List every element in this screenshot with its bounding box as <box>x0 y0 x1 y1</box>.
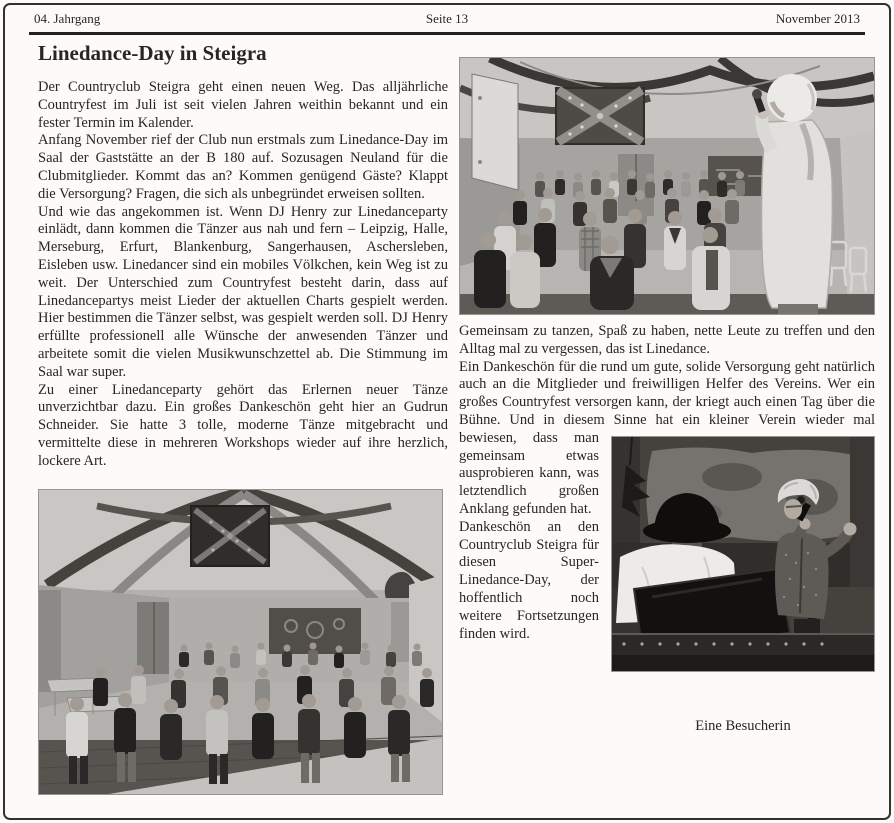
paragraph: Der Countryclub Steigra geht einen neuen Weg. Das alljährliche Countryfest im Juli ist seit vielen Jahren weithin bekannt und ein fester Termin im Kalender. <box>38 79 448 131</box>
photo-dance-hall <box>38 489 448 795</box>
crowd-with-singer-photo <box>459 57 875 315</box>
paragraph: Und wie das angekommen ist. Wenn DJ Henry zur Linedanceparty einlädt, dann kommen die Tänzer aus nah und fern – Leipzig, Halle, Merseburg, Erfurt, Blankenburg, Sangerhausen, Aschersleben, Eisleben usw. Linedancer sind ein mobiles Völkchen, kein Weg ist zu weit. Der Unterschied zum Countryfest besteht darin, dass auf Linedancepartys meist Lieder der aktuellen Charts gespielt werden. Hier bestimmen die Tänzer selbst, was gespielt werden soll. DJ Henry erfüllte professionell alle Wünsche der anwesenden Tänzer und arbeitete somit die vielen Musikwunschzettel ab. Die Stimmung im Saal war super. <box>38 203 448 380</box>
paragraph: Gemeinsam zu tanzen, Spaß zu haben, nette Leute zu treffen und den Alltag mal zu vergessen, das ist Linedance. <box>459 323 875 357</box>
page-header <box>34 11 860 29</box>
paragraph: Dankeschön an den Countryclub Steigra für diesen Super-Linedance-Day, der hoffentlich noch weitere Fortsetzungen finden wird. <box>459 518 599 642</box>
photo-caption: Eine Besucherin <box>695 717 791 734</box>
paragraph-segment: Ein Dankeschön für die rund um gute, solide Versorgung geht natürlich auch an die Mitglieder und freiwilligen Helfer des Vereins. Wer ein großes Countryfest versorgen kann, der kriegt auch einen Tag über die Bühne. Und in diesem Sinne hat ein kleiner <box>459 358 875 428</box>
header-rule <box>29 32 865 35</box>
paragraph: Anfang November rief der Club nun erstmals zum Linedance-Day im Saal der Gaststätte an der B 180 auf. Sozusagen Neuland für die Clubmitglieder. Kommt das an? Kommen genügend Gäste? Klappt die Versorgung? Fragen, die sich als unbegründet erweisen sollten. <box>38 132 448 202</box>
header-volume: 04. Jahrgang <box>34 11 101 26</box>
photo-keyboarder-and-singer <box>611 436 875 736</box>
header-page-number: Seite 13 <box>425 11 469 26</box>
paragraph: Zu einer Linedanceparty gehört das Erlernen neuer Tänze unverzichtbar dazu. Ein großes Dankeschön geht hier an Gudrun Schneider. Sie hatte 3 tolle, moderne Tänze mitgebracht und vermittelte diese in mehreren Workshops wieder auf ihre herzlich, lockere Art. <box>38 381 448 469</box>
photo-crowd-with-singer <box>459 57 875 315</box>
header-date: November 2013 <box>775 11 860 26</box>
left-column <box>38 79 448 795</box>
keyboarder-and-singer-photo <box>611 436 875 672</box>
paragraph-segment: Verein wieder mal bewiesen, dass man gemeinsam etwas ausprobieren kann, was letztendlich großen Anklang gefunden hat. <box>459 411 875 517</box>
right-column <box>459 57 875 736</box>
article-title: Linedance-Day in Steigra <box>38 41 267 65</box>
dance-hall-photo <box>38 489 443 795</box>
